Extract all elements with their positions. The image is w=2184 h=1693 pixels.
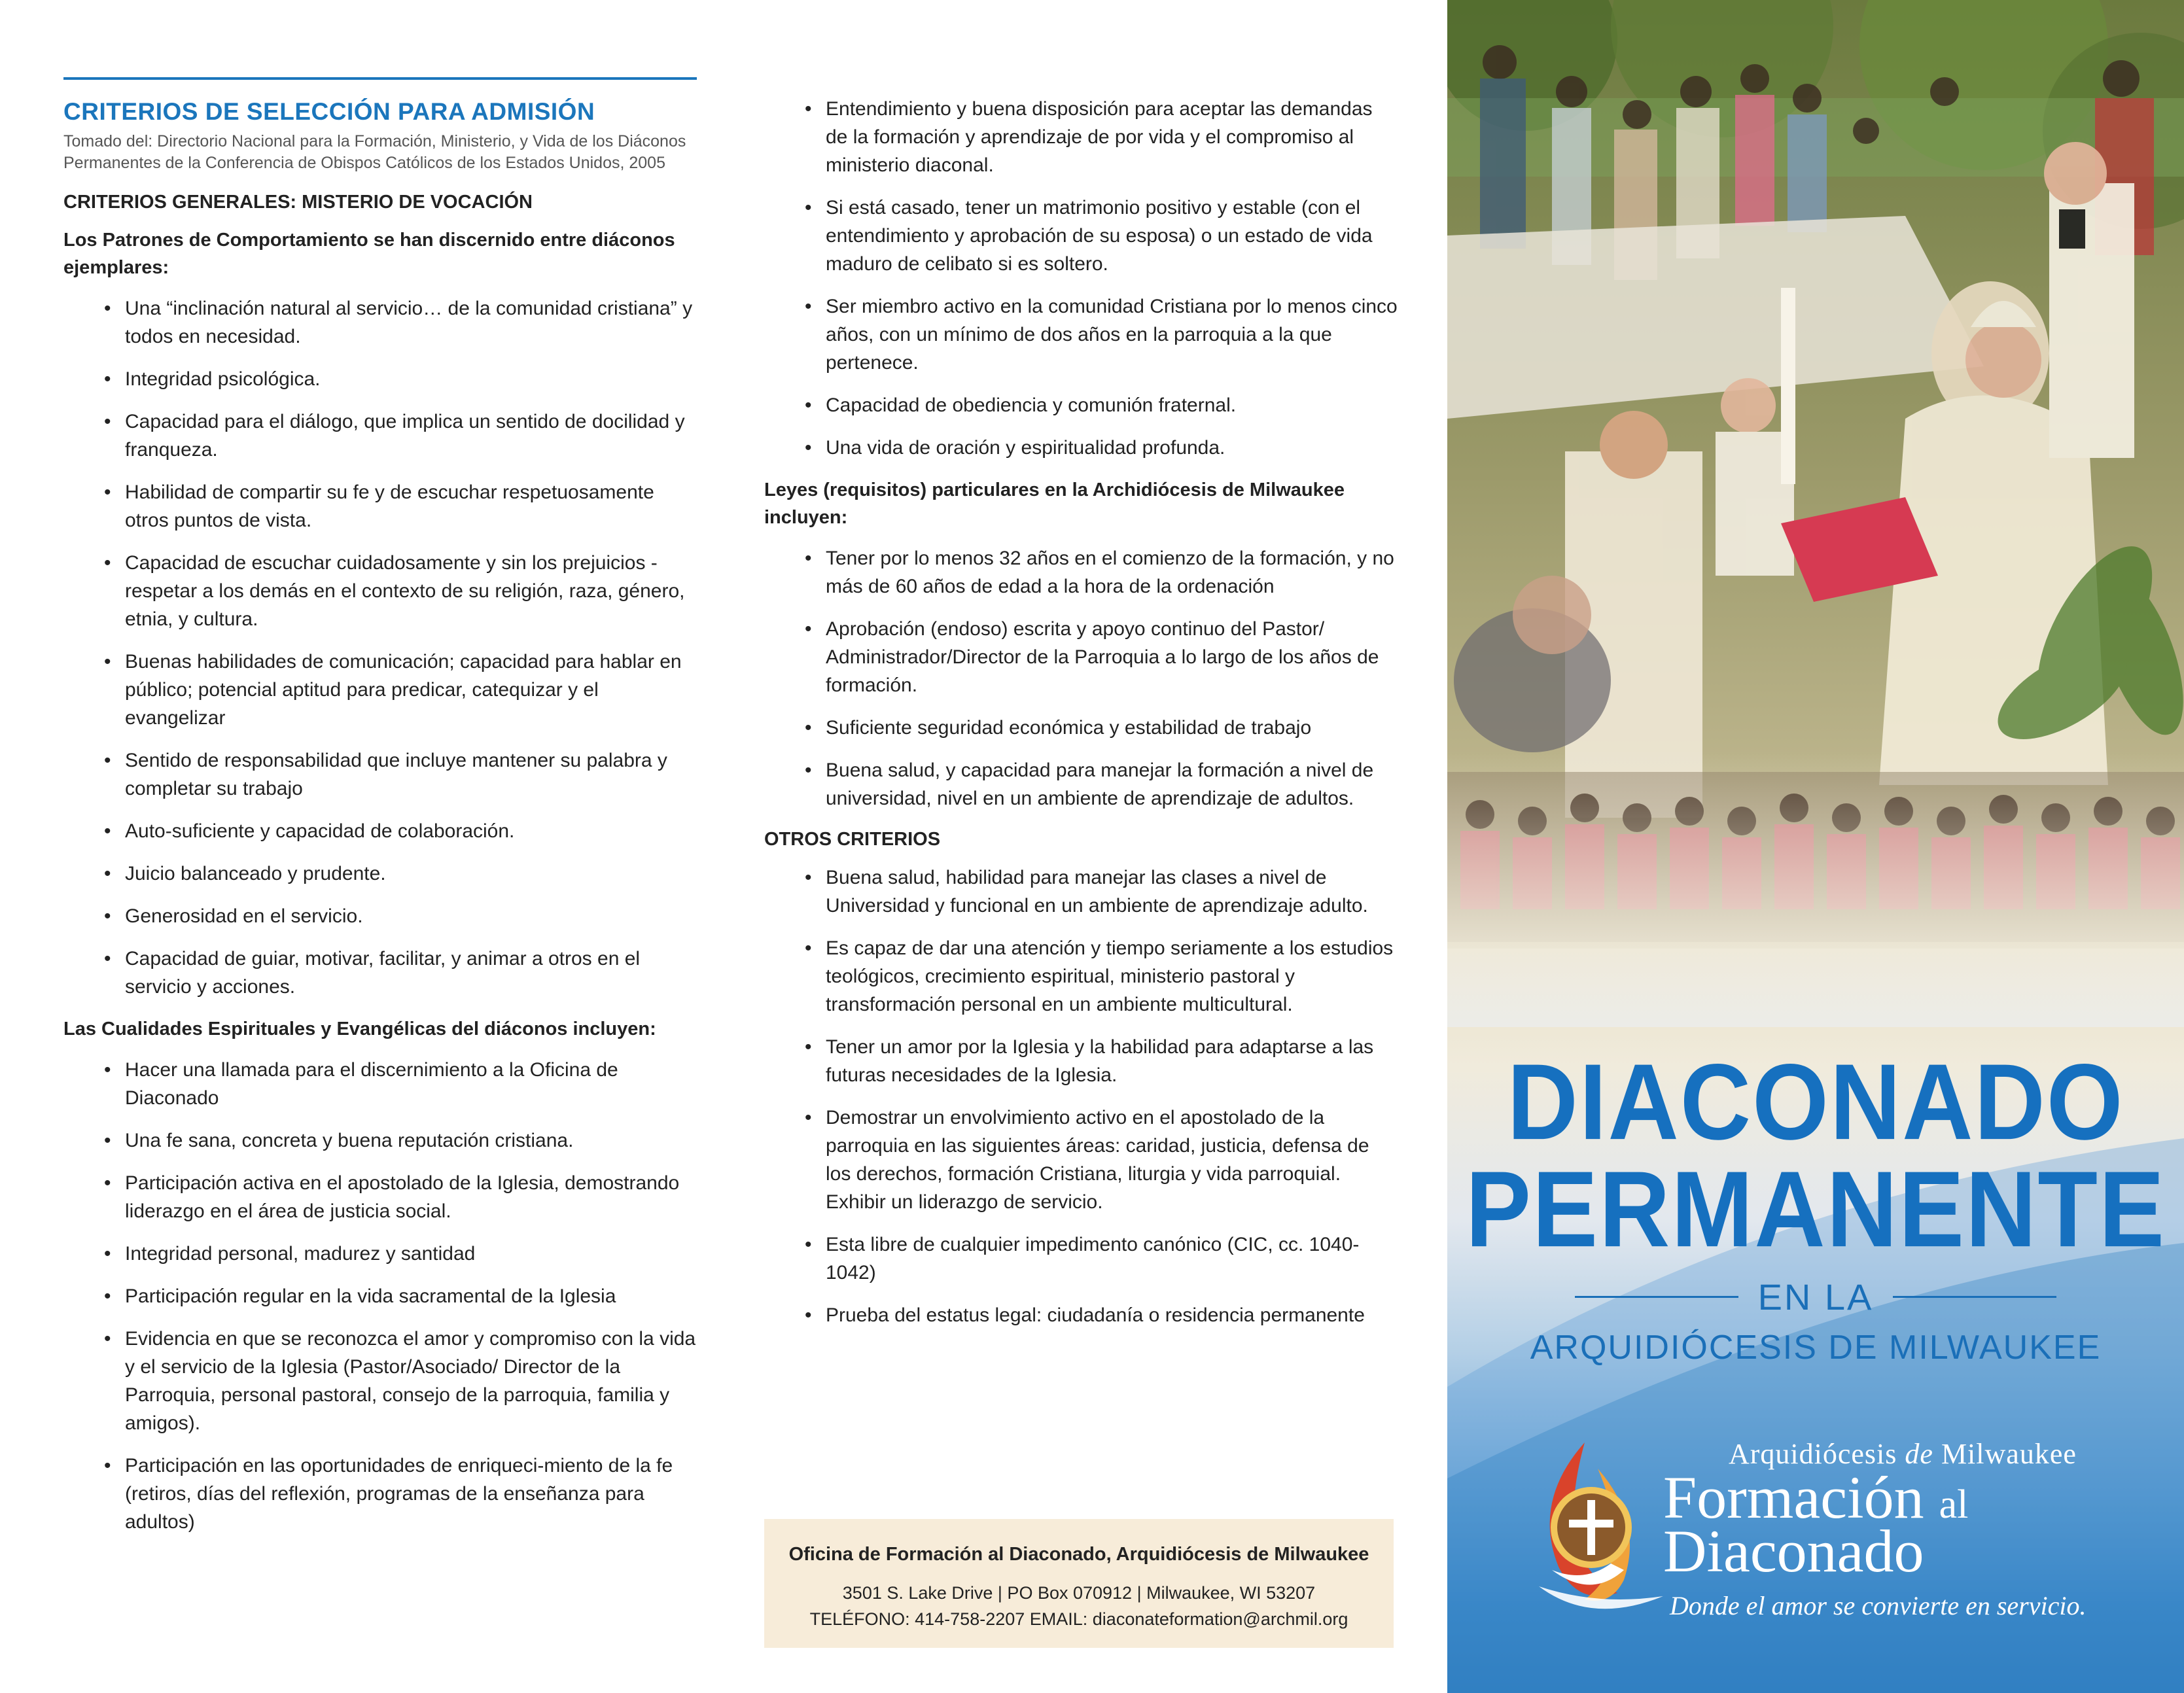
bullet-icon: • [805, 197, 812, 218]
list-item-text: Capacidad de guiar, motivar, facilitar, y animar a otros en el servicio y acciones. [125, 948, 641, 998]
spiritual-quality-item [104, 1282, 697, 1310]
list-item-text: Buena salud, habilidad para manejar las clases a nivel de Universidad y funcional en un ambiente de aprendizaje adulto. [826, 867, 1368, 916]
other-criteria-item [805, 1033, 1398, 1089]
photo-fade [1447, 752, 2184, 1027]
list-item-text: Si está casado, tener un matrimonio positivo y estable (con el entendimiento y aprobación de su esposa) o un estado de vida maduro de celibato si es soltero. [826, 197, 1373, 275]
list-item-text: Hacer una llamada para el discernimiento a la Oficina de Diaconado [125, 1059, 618, 1109]
bullet-icon: • [805, 1107, 812, 1128]
cover-title-line1: DIACONADO [1507, 1041, 2124, 1162]
list-item-text: Suficiente seguridad económica y estabilidad de trabajo [826, 717, 1312, 739]
bullet-icon: • [805, 867, 812, 888]
bullet-icon: • [104, 948, 111, 969]
archdiocese-laws-list [764, 544, 1398, 812]
behavior-pattern-item [104, 549, 697, 633]
law-requirement-item [805, 756, 1398, 812]
bullet-icon: • [104, 1059, 111, 1081]
cover-panel [1447, 0, 2184, 1693]
bullet-icon: • [805, 296, 812, 317]
bullet-icon: • [104, 750, 111, 771]
cover-subtitle-archdiocese: ARQUIDIÓCESIS DE MILWAUKEE [1530, 1329, 2102, 1367]
list-item-text: Aprobación (endoso) escrita y apoyo continuo del Pastor/ Administrador/Director de la Parroquia a lo largo de los años de formación. [826, 618, 1379, 696]
behavior-pattern-item [104, 817, 697, 845]
other-criteria-heading: OTROS CRITERIOS [764, 829, 941, 850]
source-citation: Tomado del: Directorio Nacional para la Formación, Ministerio, y Vida de los Diáconos Permanentes de la Conferencia de Obispos Católicos de los Estados Unidos, 2005 [63, 132, 686, 172]
section-rule [63, 77, 697, 80]
list-item-text: Demostrar un envolvimiento activo en el apostolado de la parroquia en las siguientes áreas: caridad, justicia, defensa de los derechos, formación Cristiana, liturgia y vida parroquial. Exhibir un liderazgo de servicio. [826, 1107, 1369, 1213]
other-criteria-item [805, 1104, 1398, 1216]
bullet-icon: • [805, 437, 812, 459]
bullet-icon: • [104, 298, 111, 319]
bullet-icon: • [104, 1172, 111, 1194]
formation-logo [1513, 1429, 2167, 1626]
archdiocese-laws-lead: Leyes (requisitos) particulares en la Archidiócesis de Milwaukee incluyen: [764, 480, 1345, 528]
law-requirement-item [805, 544, 1398, 601]
middle-column [764, 95, 1398, 1344]
bullet-icon: • [104, 820, 111, 842]
list-item-text: Participación en las oportunidades de enriqueci-miento de la fe (retiros, días del reflexión, programas de la enseñanza para adultos) [125, 1455, 673, 1533]
logo-archdiocese-text: Arquidiócesis de Milwaukee [1729, 1438, 2077, 1470]
other-criteria-list [764, 864, 1398, 1329]
bullet-icon: • [104, 481, 111, 503]
list-item-text: Capacidad para el diálogo, que implica un sentido de docilidad y franqueza. [125, 411, 685, 461]
cover-subtitle-row [1447, 1276, 2184, 1318]
other-criteria-item [805, 934, 1398, 1019]
behavior-pattern-item [104, 408, 697, 464]
behavior-pattern-item [104, 945, 697, 1001]
bullet-icon: • [104, 863, 111, 884]
bullet-icon: • [104, 651, 111, 672]
general-criteria-heading: CRITERIOS GENERALES: MISTERIO DE VOCACIÓN [63, 192, 533, 213]
behavior-pattern-item [104, 365, 697, 393]
list-item-text: Integridad personal, madurez y santidad [125, 1243, 476, 1265]
behavior-patterns-list [63, 294, 697, 1001]
bullet-icon: • [805, 937, 812, 959]
bullet-icon: • [805, 717, 812, 739]
office-contact-box [764, 1519, 1394, 1648]
behavior-patterns-lead: Los Patrones de Comportamiento se han discernido entre diáconos ejemplares: [63, 230, 675, 278]
bullet-icon: • [104, 368, 111, 390]
logo-formacion-text: Formación al [1663, 1464, 1969, 1531]
list-item-text: Generosidad en el servicio. [125, 905, 363, 927]
behavior-pattern-item [104, 294, 697, 351]
list-item-text: Tener por lo menos 32 años en el comienzo de la formación, y no más de 60 años de edad a la hora de la ordenación [826, 548, 1394, 597]
cover-title-line2: PERMANENTE [1465, 1148, 2166, 1270]
bullet-icon: • [104, 552, 111, 574]
list-item-text: Esta libre de cualquier impedimento canónico (CIC, cc. 1040-1042) [826, 1234, 1360, 1283]
list-item-text: Habilidad de compartir su fe y de escuchar respetuosamente otros puntos de vista. [125, 481, 654, 531]
spiritual-quality-item [104, 1126, 697, 1155]
behavior-pattern-item [104, 902, 697, 930]
bullet-icon: • [104, 1243, 111, 1265]
office-title: Oficina de Formación al Diaconado, Arquidiócesis de Milwaukee [788, 1544, 1369, 1565]
list-item-text: Entendimiento y buena disposición para aceptar las demandas de la formación y aprendizaje de por vida y el compromiso al ministerio diaconal. [826, 98, 1373, 176]
other-criteria-item [805, 1301, 1398, 1329]
list-item-text: Una fe sana, concreta y buena reputación cristiana. [125, 1130, 574, 1151]
list-item-text: Integridad psicológica. [125, 368, 321, 390]
logo-tagline: Donde el amor se convierte en servicio. [1670, 1591, 2087, 1620]
spiritual-qualities-list [63, 1056, 697, 1536]
bullet-icon: • [805, 618, 812, 640]
office-address: 3501 S. Lake Drive | PO Box 070912 | Milwaukee, WI 53207 [842, 1583, 1316, 1603]
list-item-text: Capacidad de obediencia y comunión fraternal. [826, 394, 1237, 416]
list-item-text: Buena salud, y capacidad para manejar la formación a nivel de universidad, nivel en un ambiente de aprendizaje de adultos. [826, 759, 1374, 809]
bullet-icon: • [104, 905, 111, 927]
bullet-icon: • [805, 1036, 812, 1058]
spiritual-quality-item [104, 1240, 697, 1268]
list-item-text: Prueba del estatus legal: ciudadanía o residencia permanente [826, 1304, 1365, 1326]
list-item-text: Una “inclinación natural al servicio… de la comunidad cristiana” y todos en necesidad. [125, 298, 693, 347]
quality-item [805, 95, 1398, 179]
list-item-text: Tener un amor por la Iglesia y la habilidad para adaptarse a las futuras necesidades de la Iglesia. [826, 1036, 1374, 1086]
quality-item [805, 391, 1398, 419]
behavior-pattern-item [104, 860, 697, 888]
other-criteria-item [805, 1230, 1398, 1287]
office-contact: TELÉFONO: 414-758-2207 EMAIL: diaconateformation@archmil.org [809, 1609, 1348, 1629]
spiritual-quality-item [104, 1169, 697, 1225]
list-item-text: Sentido de responsabilidad que incluye mantener su palabra y completar su trabajo [125, 750, 667, 799]
bullet-icon: • [805, 98, 812, 120]
other-criteria-item [805, 864, 1398, 920]
bullet-icon: • [805, 1234, 812, 1255]
admission-criteria-heading: CRITERIOS DE SELECCIÓN PARA ADMISIÓN [63, 98, 595, 125]
list-item-text: Participación regular en la vida sacramental de la Iglesia [125, 1285, 616, 1307]
list-item-text: Buenas habilidades de comunicación; capacidad para hablar en público; potencial aptitud para predicar, catequizar y el evangelizar [125, 651, 682, 729]
subtitle-rule-left [1575, 1296, 1738, 1298]
spiritual-quality-item [104, 1325, 697, 1437]
subtitle-rule-right [1893, 1296, 2056, 1298]
bullet-icon: • [805, 1304, 812, 1326]
behavior-pattern-item [104, 648, 697, 732]
behavior-pattern-item [104, 746, 697, 803]
bullet-icon: • [104, 1285, 111, 1307]
bullet-icon: • [805, 759, 812, 781]
law-requirement-item [805, 615, 1398, 699]
list-item-text: Juicio balanceado y prudente. [125, 863, 386, 884]
bullet-icon: • [104, 411, 111, 432]
list-item-text: Capacidad de escuchar cuidadosamente y sin los prejuicios - respetar a los demás en el contexto de su religión, raza, género, etnia, y cultura. [125, 552, 685, 630]
spiritual-quality-item [104, 1452, 697, 1536]
bullet-icon: • [104, 1455, 111, 1476]
quality-item [805, 292, 1398, 377]
continued-qualities-list [764, 95, 1398, 462]
list-item-text: Participación activa en el apostolado de la Iglesia, demostrando liderazgo en el área de justicia social. [125, 1172, 680, 1222]
law-requirement-item [805, 714, 1398, 742]
bullet-icon: • [104, 1328, 111, 1350]
list-item-text: Una vida de oración y espiritualidad profunda. [826, 437, 1225, 459]
quality-item [805, 434, 1398, 462]
list-item-text: Evidencia en que se reconozca el amor y compromiso con la vida y el servicio de la Iglesia (Pastor/Asociado/ Director de la Parroquia, personal pastoral, consejo de la parroquia, familia y amigos). [125, 1328, 696, 1434]
list-item-text: Auto-suficiente y capacidad de colaboración. [125, 820, 515, 842]
bullet-icon: • [104, 1130, 111, 1151]
flame-dove-icon [1513, 1429, 1670, 1626]
logo-diaconado-text: Diaconado [1663, 1518, 1924, 1584]
cover-subtitle-en-la: EN LA [1757, 1276, 1874, 1318]
list-item-text: Es capaz de dar una atención y tiempo seriamente a los estudios teológicos, crecimiento espiritual, ministerio pastoral y transformación personal en un ambiente multicultural. [826, 937, 1394, 1015]
behavior-pattern-item [104, 478, 697, 534]
left-column [63, 77, 697, 1550]
quality-item [805, 194, 1398, 278]
bullet-icon: • [805, 394, 812, 416]
spiritual-qualities-lead: Las Cualidades Espirituales y Evangélicas del diáconos incluyen: [63, 1019, 656, 1039]
spiritual-quality-item [104, 1056, 697, 1112]
list-item-text: Ser miembro activo en la comunidad Cristiana por lo menos cinco años, con un mínimo de dos años en la parroquia a la que pertenece. [826, 296, 1398, 374]
bullet-icon: • [805, 548, 812, 569]
